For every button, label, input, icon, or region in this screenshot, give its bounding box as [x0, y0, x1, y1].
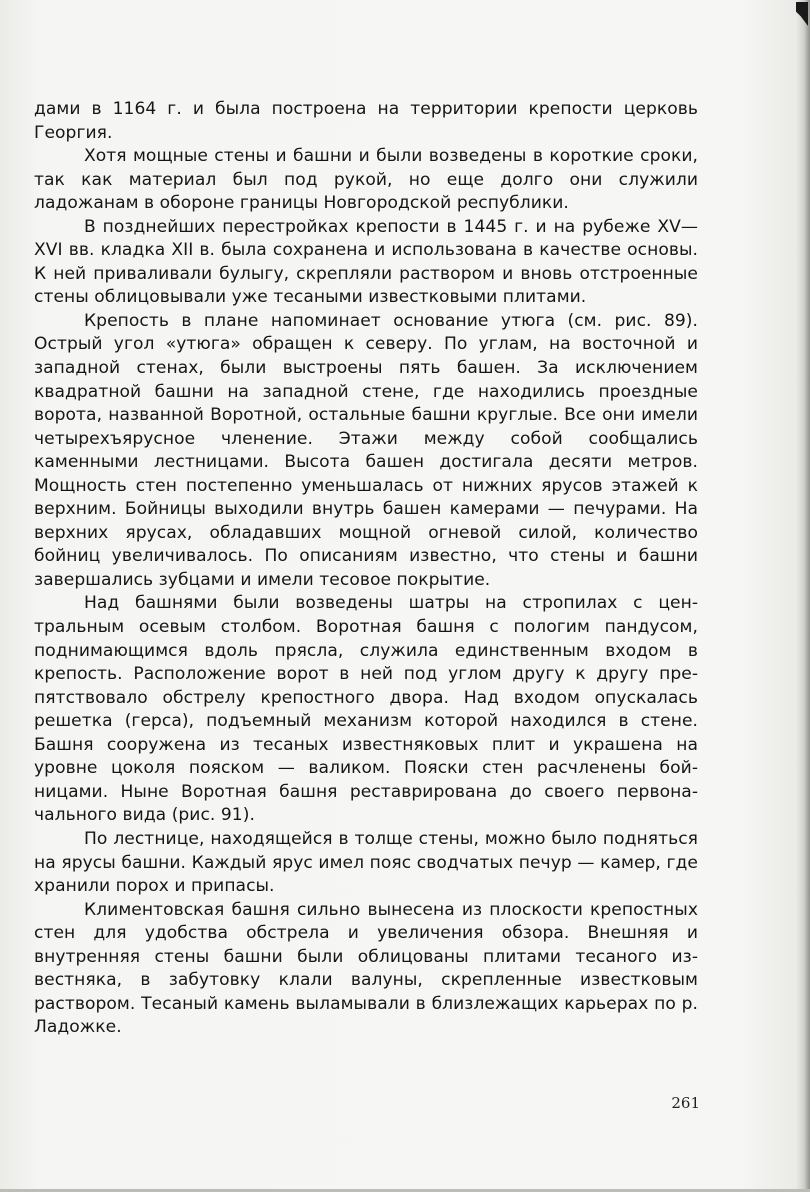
page-edge-shadow: [796, 0, 810, 1192]
paragraph-tower-roofs: Над башнями были возведены шатры на стропилах с центральным осевым столбом. Воротная башня с пологим пандусом, поднимающимся вдоль прясла, служила единственным входом в крепость. Расположение ворот в ней под углом другу к другу препятствовало обстрелу крепостного двора. Над входом опускалась решетка (герса), подъемный механизм которой находился в стене. Башня сооружена из тесаных известняковых плит и украшена на уровне цоколя пояском — валиком. Пояски стен расчленены бойницами. Ныне Воротная башня реставрирована до своего первоначального вида (рис. 91).: [34, 593, 698, 826]
paragraph-continuation: дами в 1164 г. и была построена на территории крепости церковь Георгия.: [34, 99, 698, 143]
paragraph-rebuilding: В позднейших перестройках крепости в 1445 г. и на рубеже XV—XVI вв. кладка XII в. была сохранена и использована в качестве основы. К ней приваливали булыгу, скрепляли раствором и вновь отстроенные стены облицовывали уже тесаными известковыми плитами.: [34, 216, 698, 308]
page-number: 261: [671, 1094, 700, 1112]
paragraph-klimentovskaya-tower: Климентовская башня сильно вынесена из плоскости крепостных стен для удобства обстрела и увеличения обзора. Внешняя и внутренняя стены башни были облицованы плитами тесаного известняка, в забутовку клали валуны, скрепленные известковым раствором. Тесаный камень выламывали в близлежащих карьерах по р. Ладожке.: [34, 899, 698, 1038]
body-text: [34, 98, 698, 1040]
paragraph-fortress-plan: Крепость в плане напоминает основание утюга (см. рис. 89). Острый угол «утюга» обращен к северу. По углам, на восточной и западной стенах, были выстроены пять башен. За исключением квадратной башни на западной стене, где находились проездные ворота, названной Воротной, остальные башни круглые. Все они имели четырехъярусное членение. Этажи между собой сообщались каменными лестницами. Высота башен достигала десяти метров. Мощность стен постепенно уменьшалась от нижних ярусов этажей к верхним. Бойницы выходили внутрь башен камерами — печурами. На верхних ярусах, обладавших мощной огневой силой, количество бойниц увеличивалось. По описаниям известно, что стены и башни завершались зубцами и имели тесовое покрытие.: [34, 310, 698, 590]
paragraph-walls-built: Хотя мощные стены и башни и были возведены в короткие сроки, так как материал был под рукой, но еще долго они служили ладожанам в обороне границы Новгородской республики.: [34, 146, 698, 214]
paragraph-staircase: По лестнице, находящейся в толще стены, можно было подняться на ярусы башни. Каждый ярус имел пояс сводчатых печур — камер, где хранили порох и припасы.: [34, 828, 698, 897]
